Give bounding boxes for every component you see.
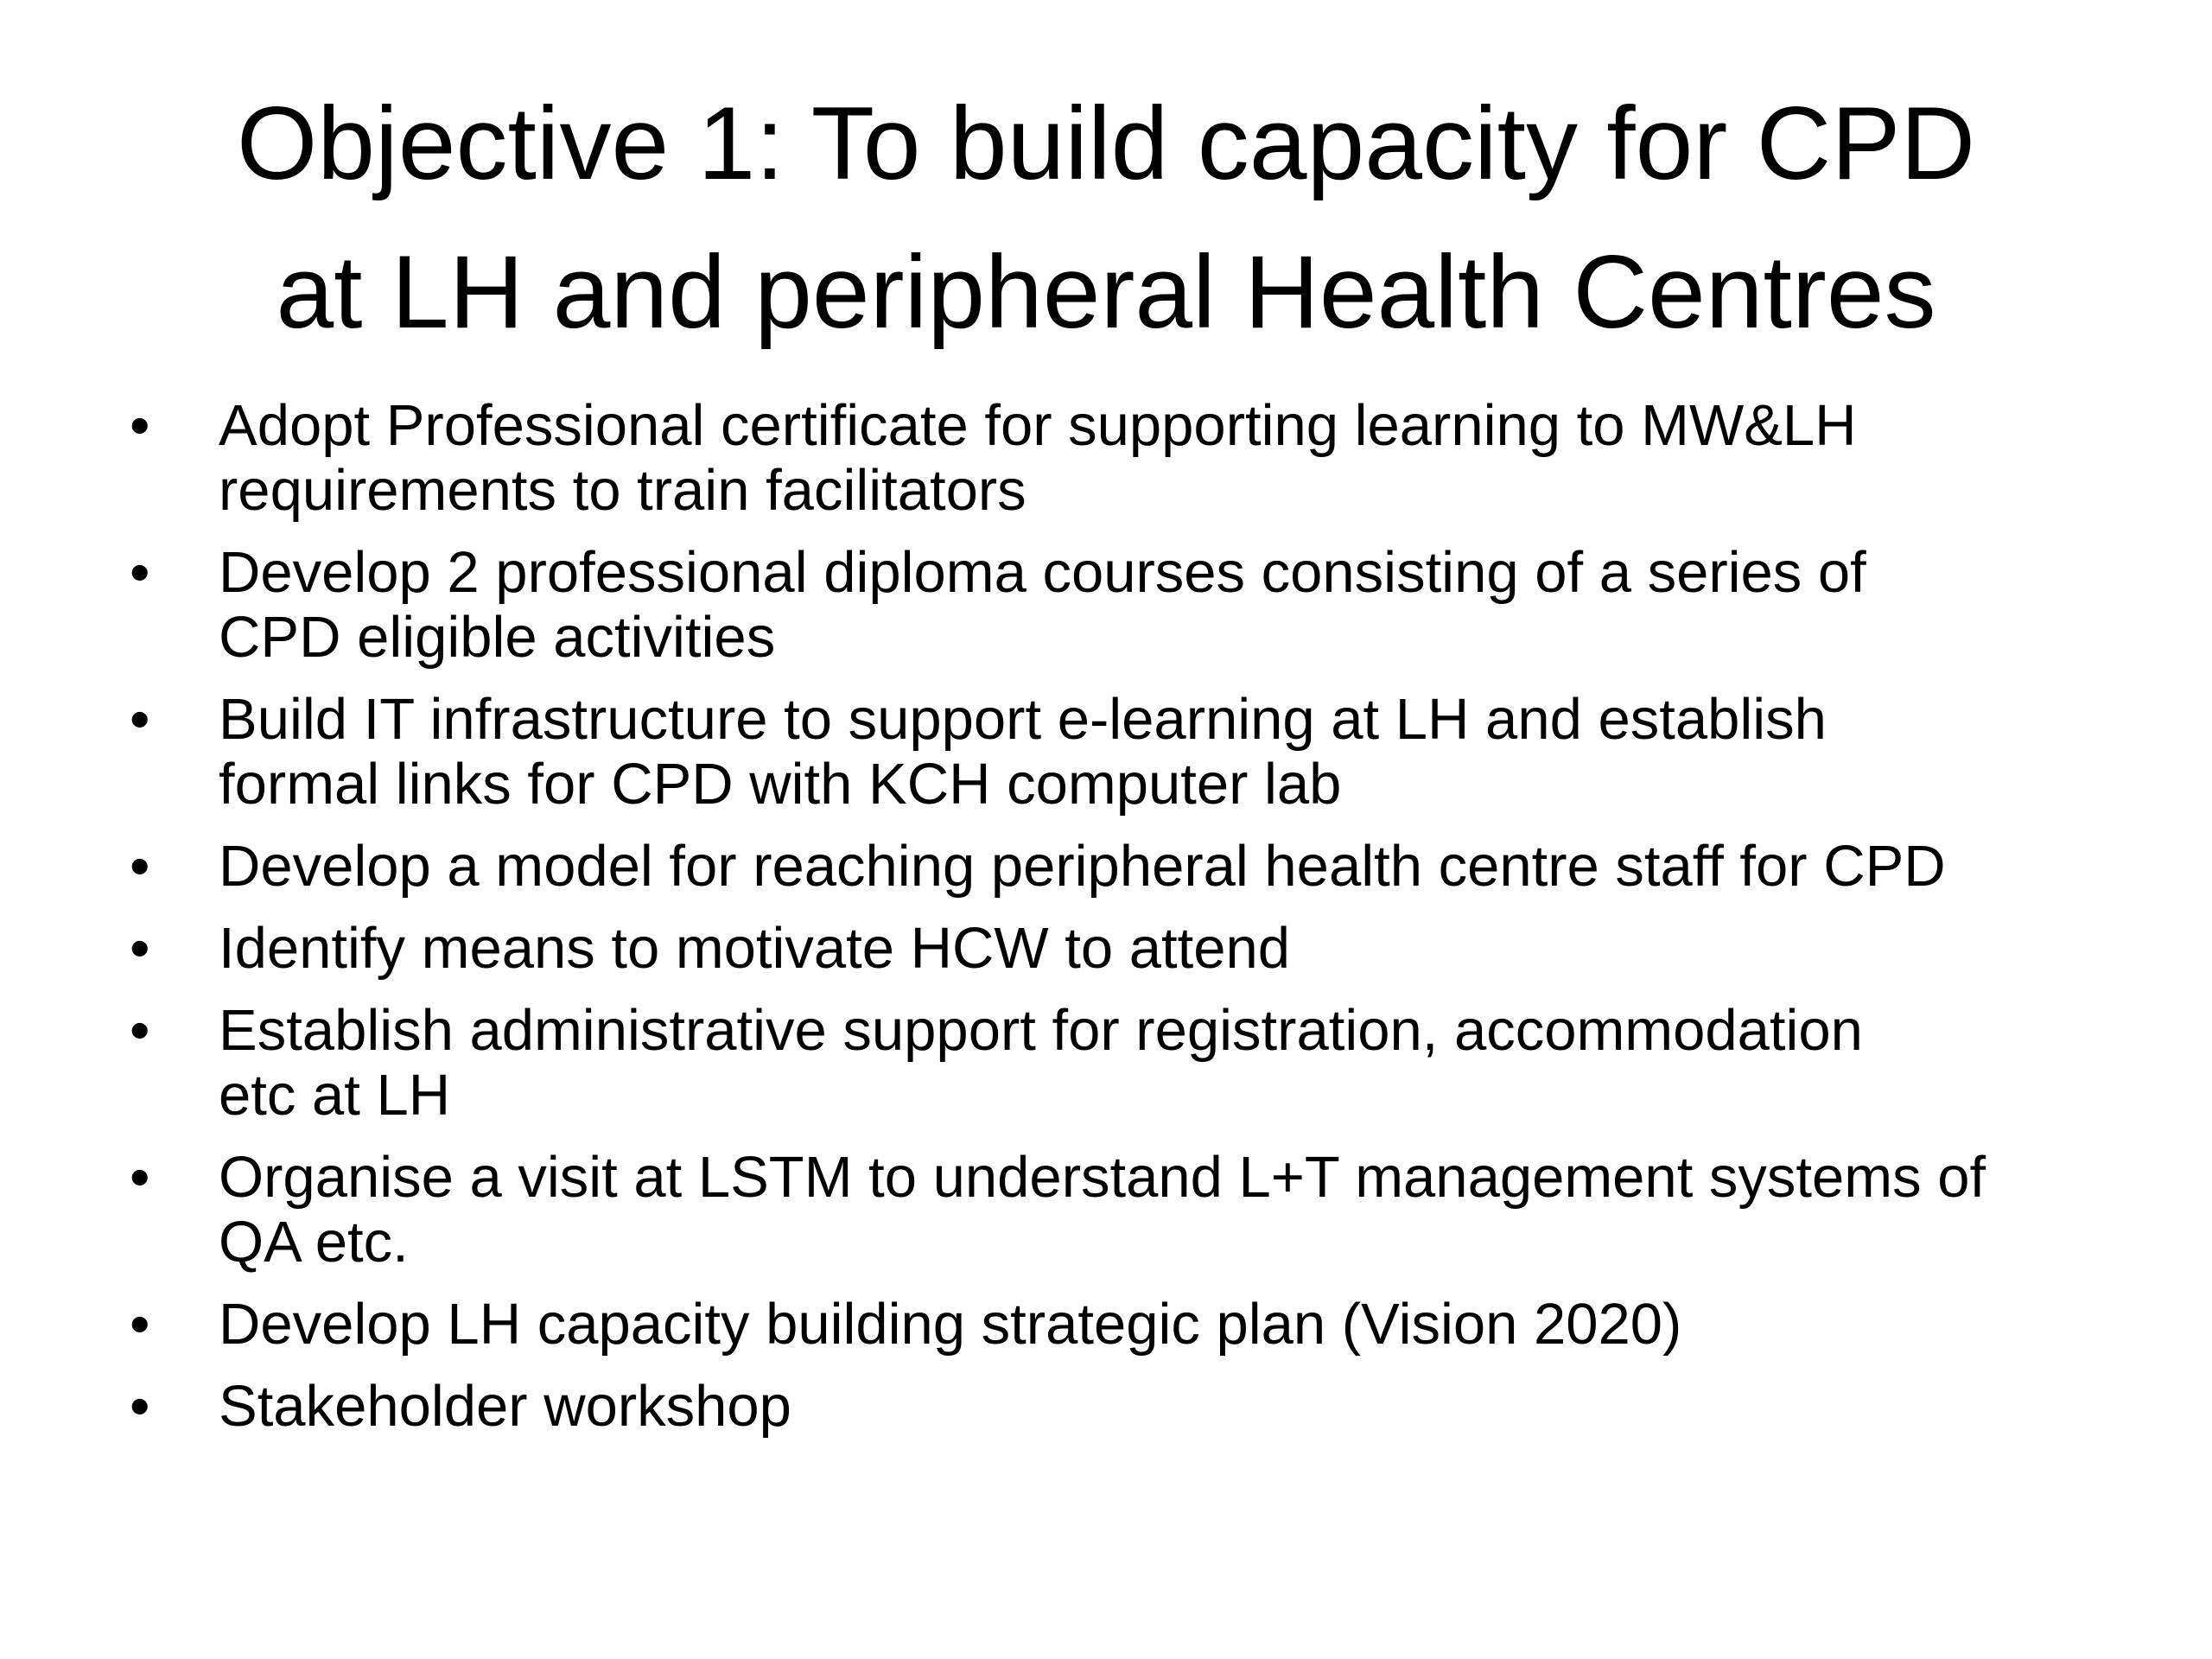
bullet-text-line: requirements to train facilitators [219, 458, 1027, 523]
slide-title-line-1: Objective 1: To build capacity for CPD [236, 86, 1976, 201]
bullet-text-line: Adopt Professional certificate for supporting learning to MW&LH [219, 393, 1857, 458]
bullet-icon: • [130, 916, 150, 981]
bullet-item-adopt-certificate [130, 393, 2117, 523]
bullet-list [130, 393, 2117, 1456]
bullet-item-organise-visit [130, 1145, 2117, 1274]
bullet-icon: • [130, 1292, 150, 1357]
bullet-text-line: QA etc. [219, 1210, 409, 1274]
bullet-text-line: CPD eligible activities [219, 605, 776, 670]
bullet-item-develop-diploma [130, 540, 2117, 670]
bullet-item-develop-model [130, 834, 2117, 899]
bullet-item-build-it [130, 687, 2117, 817]
bullet-icon: • [130, 540, 150, 605]
bullet-text-line: Develop 2 professional diploma courses consisting of a series of [219, 540, 1866, 605]
bullet-icon: • [130, 1374, 150, 1439]
bullet-item-strategic-plan [130, 1292, 2117, 1357]
bullet-icon: • [130, 1145, 150, 1210]
bullet-icon: • [130, 393, 150, 458]
bullet-text-line: formal links for CPD with KCH computer lab [219, 752, 1342, 817]
bullet-text-line: Organise a visit at LSTM to understand L+T management systems of [219, 1145, 1986, 1210]
bullet-text-line: Develop a model for reaching peripheral health centre staff for CPD [219, 834, 1946, 899]
slide-title [104, 69, 2108, 366]
bullet-item-identify-means [130, 916, 2117, 981]
bullet-text-line: Stakeholder workshop [219, 1374, 791, 1439]
bullet-icon: • [130, 834, 150, 899]
slide-title-line-2: at LH and peripheral Health Centres [276, 234, 1936, 350]
bullet-text-line: Establish administrative support for registration, accommodation [219, 998, 1863, 1063]
bullet-item-stakeholder-workshop [130, 1374, 2117, 1439]
bullet-icon: • [130, 687, 150, 752]
bullet-text-line: Develop LH capacity building strategic plan (Vision 2020) [219, 1292, 1682, 1357]
bullet-text-line: Build IT infrastructure to support e-learning at LH and establish [219, 687, 1827, 752]
bullet-text-line: Identify means to motivate HCW to attend [219, 916, 1291, 981]
bullet-text-line: etc at LH [219, 1063, 451, 1128]
bullet-icon: • [130, 998, 150, 1063]
bullet-item-admin-support [130, 998, 2117, 1128]
